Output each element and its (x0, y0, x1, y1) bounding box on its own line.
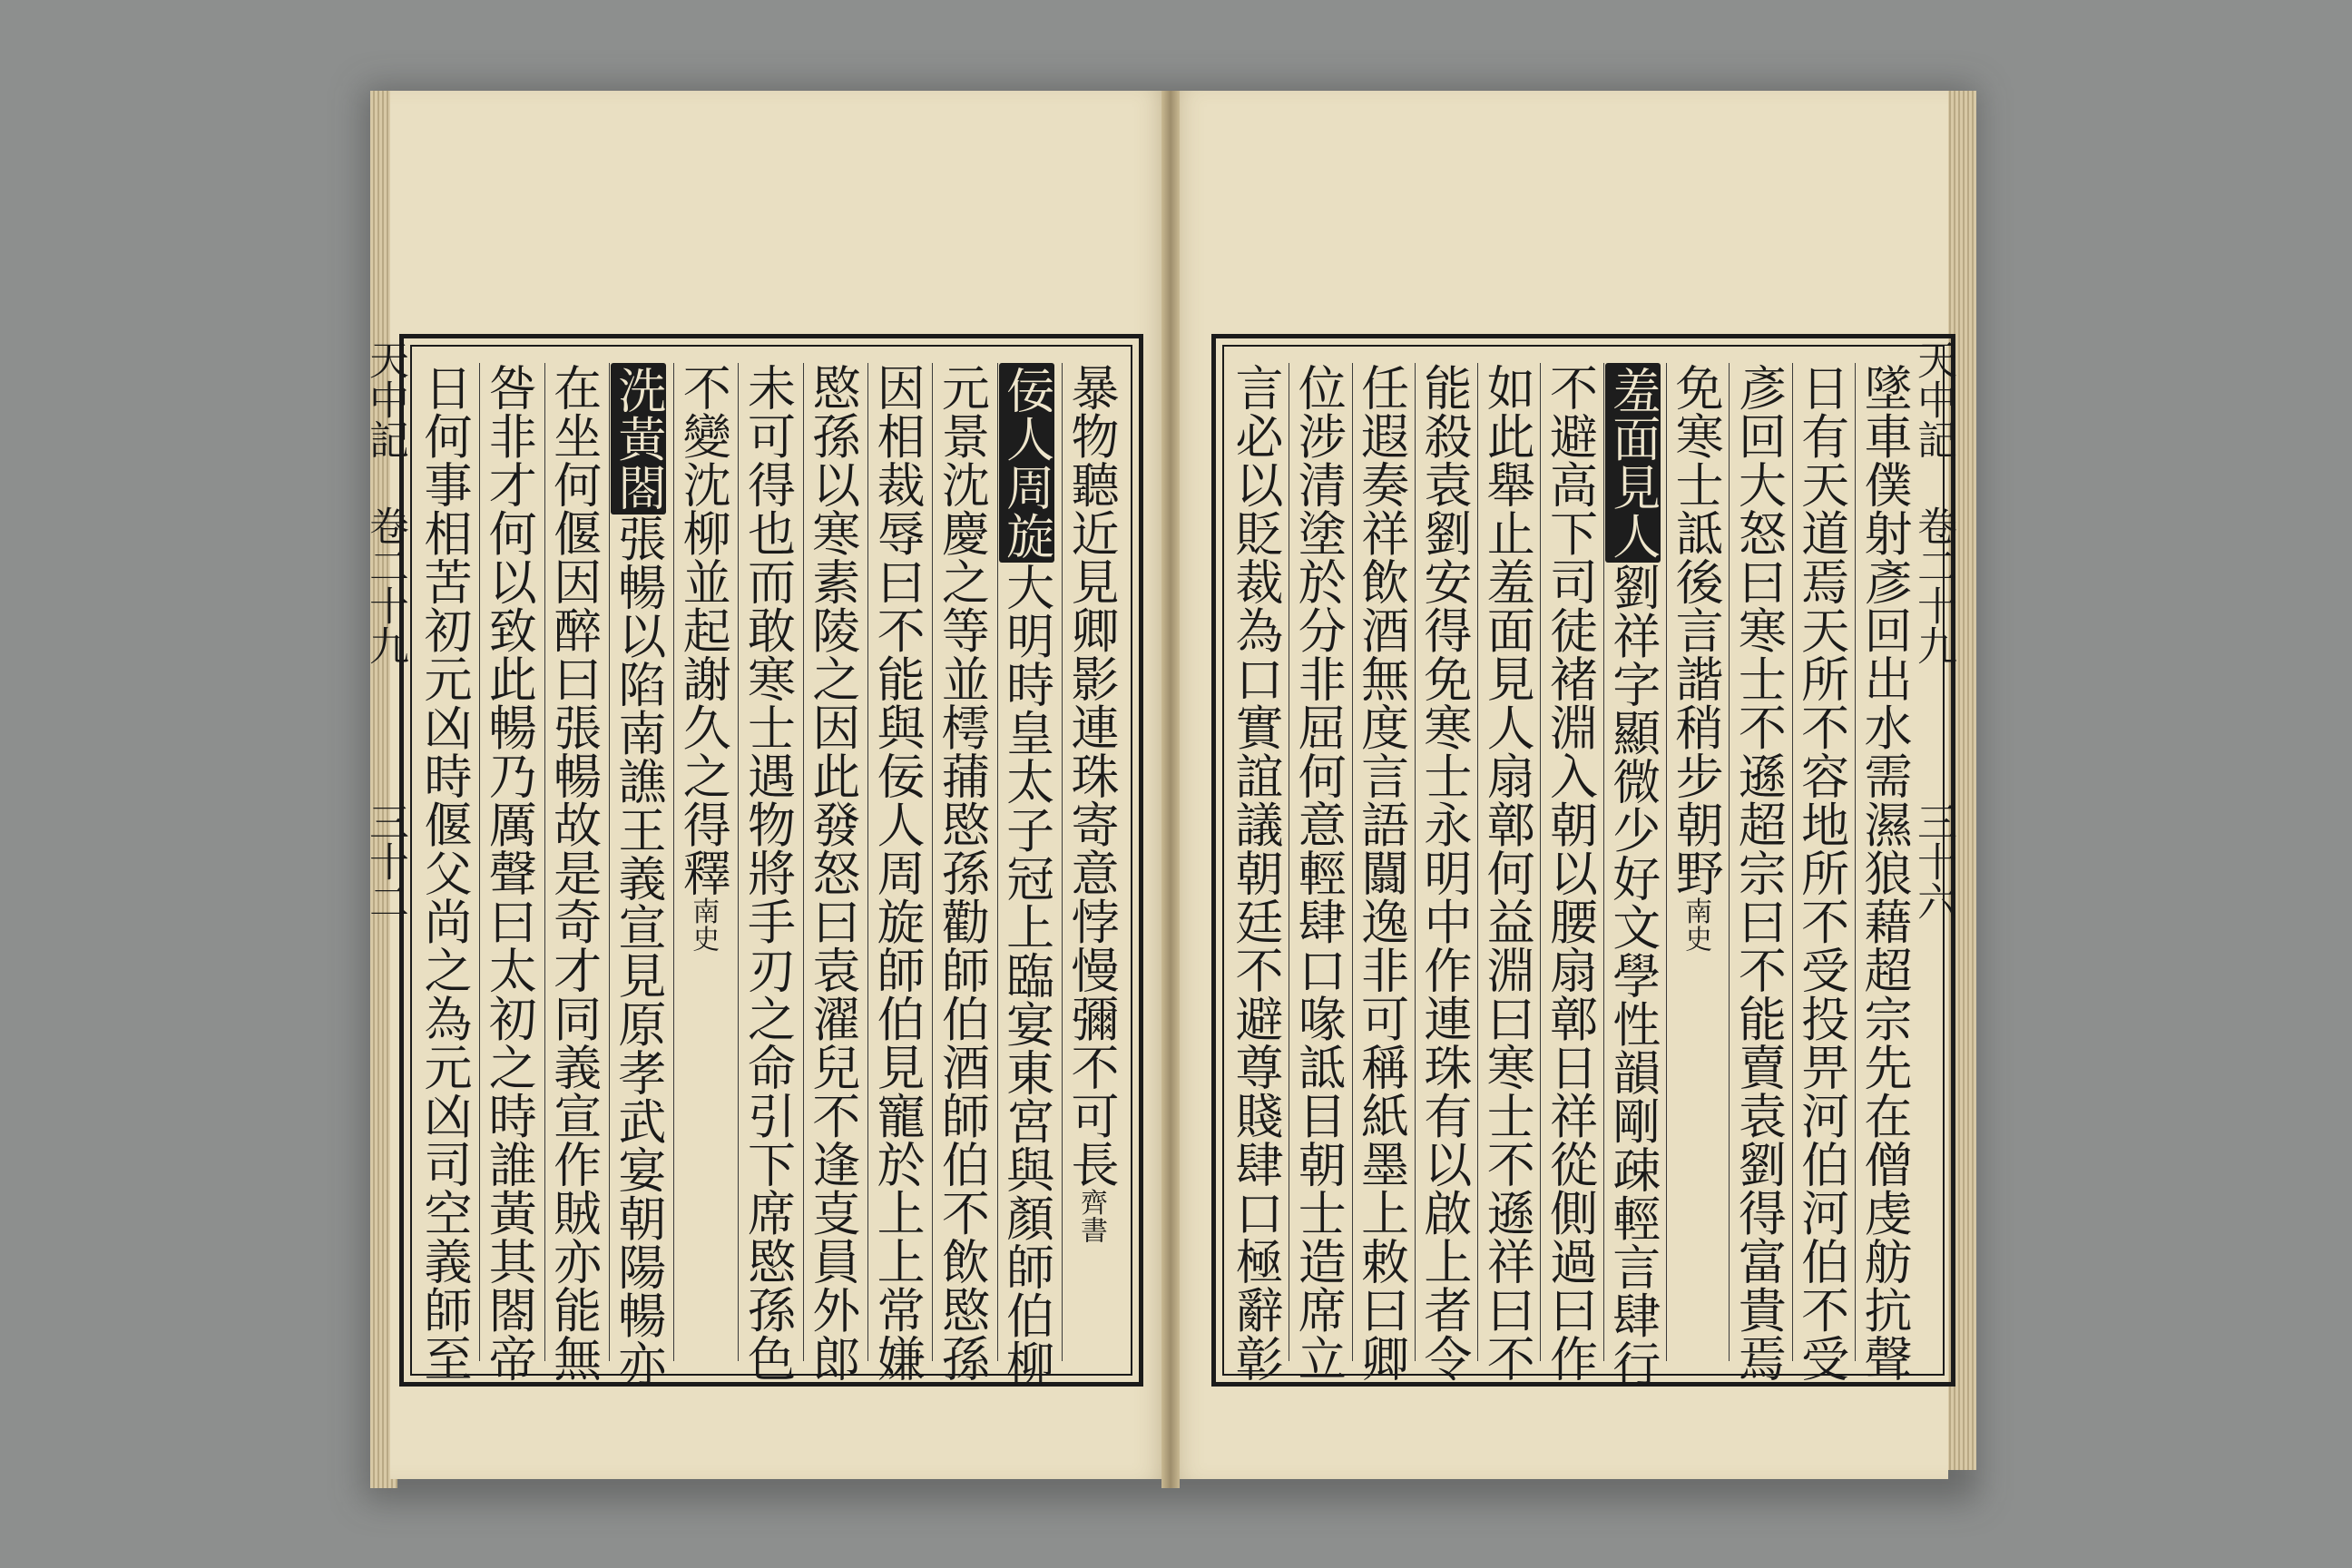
right-text-columns (1227, 363, 1912, 1388)
source-note: 齊書 (1074, 1188, 1107, 1244)
column-text: 言必以貶裁為口實誼議朝廷不避尊賤肆口極辭彰 (1228, 363, 1283, 1383)
text-column (1062, 363, 1119, 1361)
column-text: 不變沈柳並起謝久之得釋 (675, 363, 731, 897)
source-note: 南史 (687, 897, 720, 953)
left-text-columns (416, 363, 1119, 1388)
column-text: 張暢以陷南譙王義宣見原孝武宴朝陽暢亦 (610, 514, 666, 1388)
text-column (1729, 363, 1787, 1383)
column-text: 日何事相苦初元凶時偃父尚之為元凶司空義師至 (416, 363, 472, 1383)
text-column (1289, 363, 1347, 1383)
text-column (673, 363, 730, 1361)
column-text: 能殺袁劉安得免寒士永明中作連珠有以啟上者令 (1416, 363, 1472, 1383)
column-text: 愍孫以寒素陵之因此發怒曰袁濯兒不逢㕝員外郎 (804, 363, 860, 1383)
column-text: 墜車僕射彥回出水需濕狼藉超宗先在僧虔舫抗聲 (1856, 363, 1912, 1383)
column-text: 日有天道焉天所不容地所不受投畀河伯河伯不受 (1793, 363, 1849, 1383)
text-column (544, 363, 602, 1383)
text-column (1603, 363, 1661, 1388)
column-text: 暴物聽近見卿影連珠寄意悖慢彌不可長 (1063, 363, 1119, 1189)
column-text: 未可得也而敢寒士遇物將手刃之命引下席愍孫色 (740, 363, 796, 1383)
text-column (1792, 363, 1849, 1383)
entry-heading: 佞人周旋 (999, 363, 1054, 563)
text-column (609, 363, 666, 1388)
column-text: 位涉清塗於分非屈何意輕肆口喙詆目朝士造席立 (1290, 363, 1347, 1383)
text-column (1540, 363, 1598, 1383)
text-column (1352, 363, 1409, 1383)
left-margin-strip (362, 334, 408, 1377)
right-margin-folio: 三十六 (1910, 801, 1956, 921)
right-margin-strip (1910, 334, 1956, 1377)
column-text: 咎非才何以致此暢乃厲聲曰太初之時誰黃其閤帝 (481, 363, 537, 1383)
book-gutter (1161, 91, 1180, 1488)
text-column (479, 363, 537, 1383)
column-text: 如此舉止羞面見人扇鄣何益淵曰寒士不遜祥曰不 (1479, 363, 1535, 1383)
column-text: 彥回大怒曰寒士不遜超宗曰不能賣袁劉得富貴焉 (1730, 363, 1787, 1383)
text-column (1227, 363, 1283, 1383)
left-margin-folio: 三十二 (362, 801, 408, 921)
text-column (932, 363, 990, 1383)
column-text: 元景沈慶之等並樗蒱愍孫勸師伯酒師伯不飲愍孫 (934, 363, 990, 1383)
entry-heading: 洗黃閤 (611, 363, 666, 514)
column-text: 不避高下司徒褚淵入朝以腰扇鄣日祥從側過曰作 (1542, 363, 1598, 1383)
text-column (867, 363, 926, 1383)
column-text: 在坐何偃因醉曰張暢故是奇才同義宣作賊亦能無 (545, 363, 602, 1383)
column-text: 任遐奏祥飲酒無度言語闒逸非可稱紙墨上敕曰卿 (1353, 363, 1409, 1383)
text-column (1477, 363, 1535, 1383)
text-column (738, 363, 796, 1383)
text-column (1855, 363, 1912, 1383)
text-column (1666, 363, 1723, 1361)
right-margin-title: 天中記 卷二十九 (1910, 339, 1956, 665)
text-column (416, 363, 472, 1383)
left-margin-title: 天中記 卷二十九 (362, 339, 408, 665)
column-text: 劉祥字顯微少好文學性韻剛疎輕言肆行 (1604, 563, 1661, 1388)
source-note: 南史 (1680, 897, 1712, 953)
column-text: 因相裁辱曰不能與佞人周旋師伯見寵於上上常嫌 (869, 363, 926, 1383)
entry-heading: 羞面見人 (1605, 363, 1661, 563)
column-text: 免寒士詆後言諧稍步朝野 (1668, 363, 1724, 897)
column-text: 大明時皇太子冠上臨宴東宮與顏師伯柳 (998, 563, 1054, 1388)
text-column (997, 363, 1054, 1388)
text-column (1415, 363, 1472, 1383)
text-column (803, 363, 860, 1383)
